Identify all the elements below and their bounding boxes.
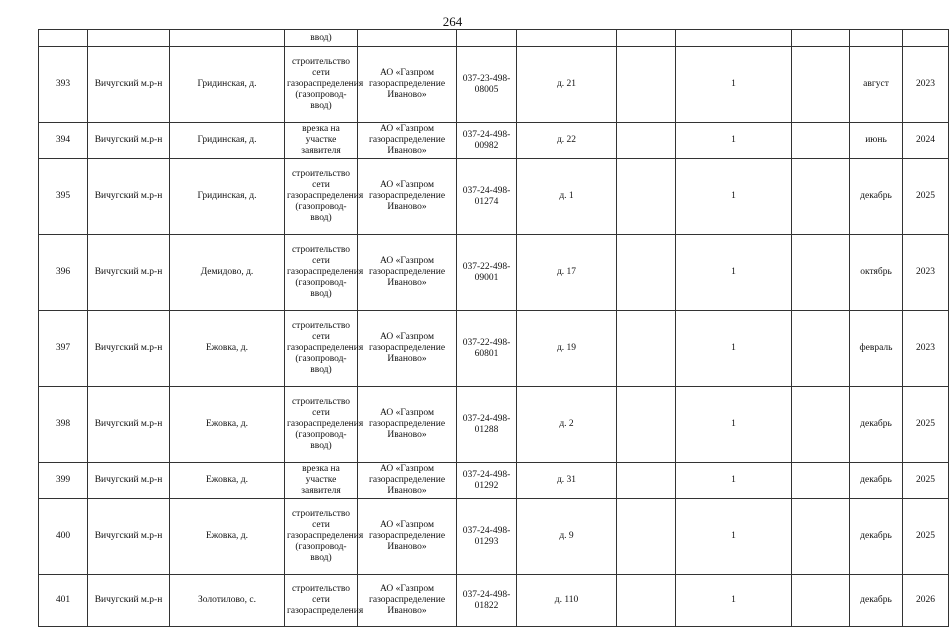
work-type-cell: строительство сети газораспределения (газопровод-ввод) <box>285 499 358 575</box>
district-cell: Вичугский м.р-н <box>88 499 170 575</box>
house-cell: д. 17 <box>517 235 617 311</box>
application-number-cell: 037-24-498-01288 <box>457 387 517 463</box>
district-cell: Вичугский м.р-н <box>88 235 170 311</box>
count-cell: 1 <box>676 311 792 387</box>
house-cell: д. 22 <box>517 123 617 159</box>
empty-cell <box>617 575 676 627</box>
work-type-cell: строительство сети газораспределения (газопровод-ввод) <box>285 311 358 387</box>
table-row <box>39 159 949 235</box>
row-number-cell: 393 <box>39 47 88 123</box>
table-row <box>39 47 949 123</box>
empty-cell <box>792 499 850 575</box>
year-cell: 2024 <box>903 123 949 159</box>
settlement-cell: Ежовка, д. <box>170 387 285 463</box>
district-cell: Вичугский м.р-н <box>88 575 170 627</box>
work-type-cell: строительство сети газораспределения (газопровод-ввод) <box>285 235 358 311</box>
empty-cell <box>792 311 850 387</box>
count-cell: 1 <box>676 123 792 159</box>
district-cell: Вичугский м.р-н <box>88 159 170 235</box>
application-number-cell: 037-24-498-01822 <box>457 575 517 627</box>
work-type-cell: строительство сети газораспределения (газопровод-ввод) <box>285 387 358 463</box>
count-cell: 1 <box>676 235 792 311</box>
empty-cell <box>617 47 676 123</box>
empty-cell <box>617 311 676 387</box>
application-number-cell: 037-22-498-60801 <box>457 311 517 387</box>
organization-cell: АО «Газпром газораспределение Иваново» <box>358 311 457 387</box>
organization-cell: АО «Газпром газораспределение Иваново» <box>358 47 457 123</box>
empty-cell <box>792 463 850 499</box>
work-type-cell: врезка на участке заявителя <box>285 123 358 159</box>
year-cell: 2025 <box>903 387 949 463</box>
organization-cell: АО «Газпром газораспределение Иваново» <box>358 387 457 463</box>
empty-cell <box>792 159 850 235</box>
empty-cell <box>792 235 850 311</box>
year-cell: 2023 <box>903 235 949 311</box>
count-cell: 1 <box>676 499 792 575</box>
count-cell: 1 <box>676 387 792 463</box>
continuation-row <box>39 30 949 47</box>
table-row <box>39 499 949 575</box>
empty-cell <box>792 387 850 463</box>
organization-cell: АО «Газпром газораспределение Иваново» <box>358 463 457 499</box>
settlement-cell: Золотилово, с. <box>170 575 285 627</box>
row-number-cell: 397 <box>39 311 88 387</box>
month-cell: октябрь <box>850 235 903 311</box>
application-number-cell: 037-24-498-01274 <box>457 159 517 235</box>
work-type-cell: строительство сети газораспределения (газопровод-ввод) <box>285 47 358 123</box>
count-cell: 1 <box>676 463 792 499</box>
count-cell: 1 <box>676 575 792 627</box>
settlement-cell: Гридинская, д. <box>170 159 285 235</box>
empty-cell <box>792 47 850 123</box>
work-type-cell: строительство сети газораспределения <box>285 575 358 627</box>
settlement-cell: Ежовка, д. <box>170 311 285 387</box>
row-number-cell: 401 <box>39 575 88 627</box>
work-type-cell: ввод) <box>285 30 358 47</box>
year-cell: 2025 <box>903 159 949 235</box>
district-cell: Вичугский м.р-н <box>88 123 170 159</box>
house-cell: д. 9 <box>517 499 617 575</box>
table-row <box>39 387 949 463</box>
organization-cell: АО «Газпром газораспределение Иваново» <box>358 123 457 159</box>
month-cell: февраль <box>850 311 903 387</box>
year-cell: 2025 <box>903 499 949 575</box>
organization-cell: АО «Газпром газораспределение Иваново» <box>358 159 457 235</box>
table-row <box>39 123 949 159</box>
empty-cell <box>617 123 676 159</box>
application-number-cell: 037-23-498-08005 <box>457 47 517 123</box>
settlement-cell: Ежовка, д. <box>170 463 285 499</box>
application-number-cell: 037-24-498-01293 <box>457 499 517 575</box>
settlement-cell: Демидово, д. <box>170 235 285 311</box>
empty-cell <box>617 463 676 499</box>
application-number-cell: 037-24-498-00982 <box>457 123 517 159</box>
page-number: 264 <box>442 14 463 29</box>
month-cell: август <box>850 47 903 123</box>
month-cell: декабрь <box>850 159 903 235</box>
house-cell: д. 1 <box>517 159 617 235</box>
district-cell: Вичугский м.р-н <box>88 463 170 499</box>
year-cell: 2023 <box>903 311 949 387</box>
settlement-cell: Гридинская, д. <box>170 123 285 159</box>
settlement-cell: Гридинская, д. <box>170 47 285 123</box>
application-number-cell: 037-22-498-09001 <box>457 235 517 311</box>
row-number-cell: 396 <box>39 235 88 311</box>
work-type-cell: врезка на участке заявителя <box>285 463 358 499</box>
district-cell: Вичугский м.р-н <box>88 387 170 463</box>
row-number-cell: 395 <box>39 159 88 235</box>
house-cell: д. 110 <box>517 575 617 627</box>
month-cell: декабрь <box>850 575 903 627</box>
empty-cell <box>617 499 676 575</box>
row-number-cell: 398 <box>39 387 88 463</box>
house-cell: д. 19 <box>517 311 617 387</box>
row-number-cell: 400 <box>39 499 88 575</box>
month-cell: июнь <box>850 123 903 159</box>
month-cell: декабрь <box>850 387 903 463</box>
empty-cell <box>792 575 850 627</box>
empty-cell <box>792 123 850 159</box>
gasification-schedule-table <box>38 29 949 627</box>
count-cell: 1 <box>676 47 792 123</box>
empty-cell <box>617 235 676 311</box>
year-cell: 2023 <box>903 47 949 123</box>
year-cell: 2026 <box>903 575 949 627</box>
month-cell: декабрь <box>850 463 903 499</box>
month-cell: декабрь <box>850 499 903 575</box>
row-number-cell: 399 <box>39 463 88 499</box>
table-row <box>39 311 949 387</box>
application-number-cell: 037-24-498-01292 <box>457 463 517 499</box>
house-cell: д. 31 <box>517 463 617 499</box>
empty-cell <box>617 159 676 235</box>
organization-cell: АО «Газпром газораспределение Иваново» <box>358 499 457 575</box>
settlement-cell: Ежовка, д. <box>170 499 285 575</box>
district-cell: Вичугский м.р-н <box>88 311 170 387</box>
table-row <box>39 235 949 311</box>
district-cell: Вичугский м.р-н <box>88 47 170 123</box>
empty-cell <box>617 387 676 463</box>
row-number-cell: 394 <box>39 123 88 159</box>
table-row <box>39 463 949 499</box>
house-cell: д. 2 <box>517 387 617 463</box>
table-row <box>39 575 949 627</box>
house-cell: д. 21 <box>517 47 617 123</box>
work-type-cell: строительство сети газораспределения (газопровод-ввод) <box>285 159 358 235</box>
organization-cell: АО «Газпром газораспределение Иваново» <box>358 235 457 311</box>
year-cell: 2025 <box>903 463 949 499</box>
organization-cell: АО «Газпром газораспределение Иваново» <box>358 575 457 627</box>
count-cell: 1 <box>676 159 792 235</box>
